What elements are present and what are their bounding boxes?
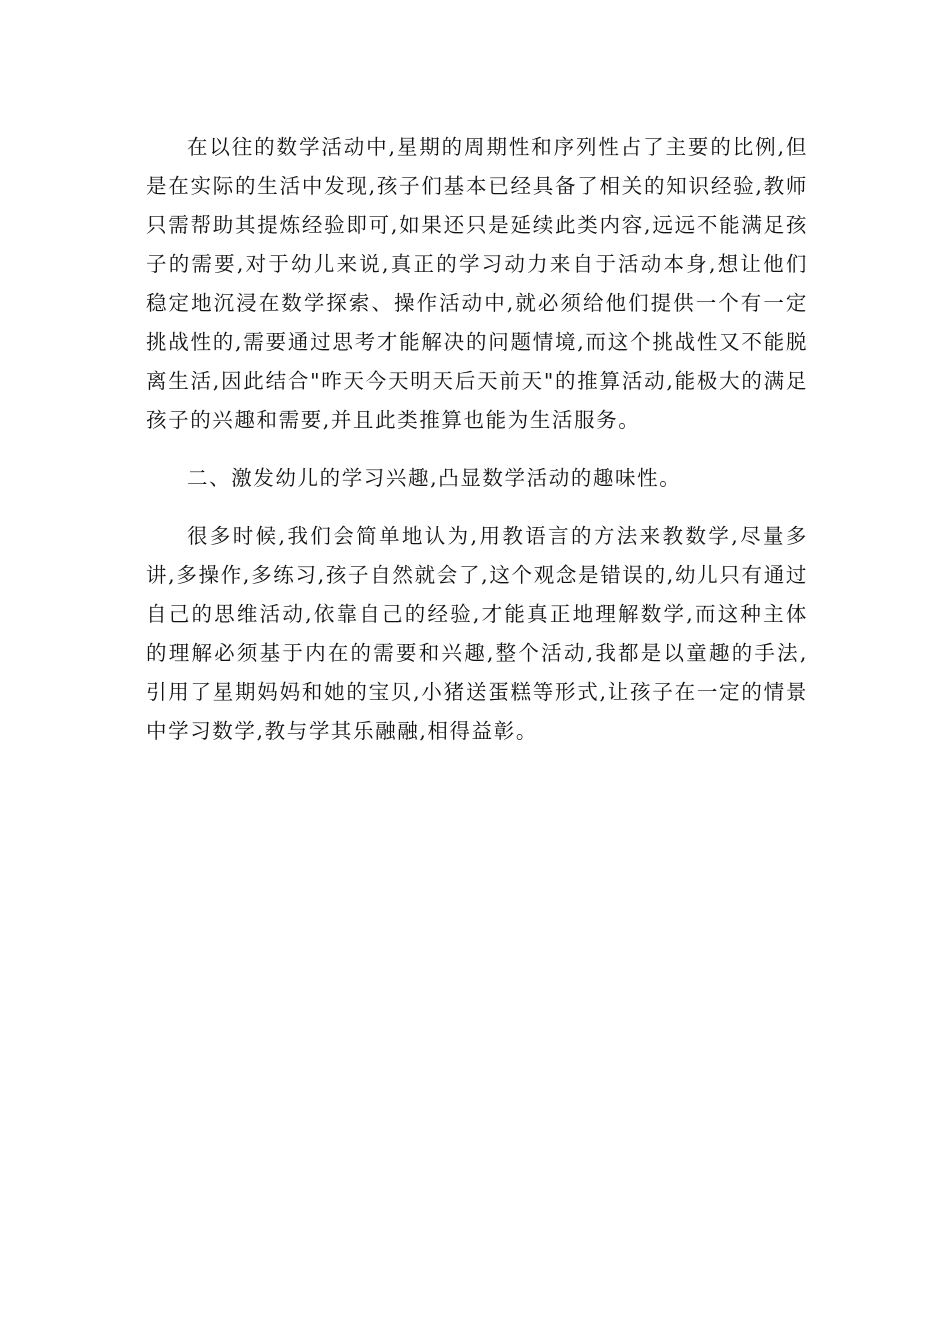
document-body xyxy=(146,128,808,770)
section-heading: 二、激发幼儿的学习兴趣,凸显数学活动的趣味性。 xyxy=(187,466,682,490)
paragraph-interest: 很多时候,我们会简单地认为,用教语言的方法来教数学,尽量多讲,多操作,多练习,孩子自然就会了,这个观念是错误的,幼儿只有通过自己的思维活动,依靠自己的经验,才能真正地理解数学,而这种主体的理解必须基于内在的需要和兴趣,整个活动,我都是以童趣的手法,引用了星期妈妈和她的宝贝,小猪送蛋糕等形式,让孩子在一定的情景中学习数学,教与学其乐融融,相得益彰。 xyxy=(146,524,808,743)
paragraph-intro: 在以往的数学活动中,星期的周期性和序列性占了主要的比例,但是在实际的生活中发现,孩子们基本已经具备了相关的知识经验,教师只需帮助其提炼经验即可,如果还只是延续此类内容,远远不能满足孩子的需要,对于幼儿来说,真正的学习动力来自于活动本身,想让他们稳定地沉浸在数学探索、操作活动中,就必须给他们提供一个有一定挑战性的,需要通过思考才能解决的问题情境,而这个挑战性又不能脱离生活,因此结合"昨天今天明天后天前天"的推算活动,能极大的满足孩子的兴趣和需要,并且此类推算也能为生活服务。 xyxy=(146,135,808,432)
